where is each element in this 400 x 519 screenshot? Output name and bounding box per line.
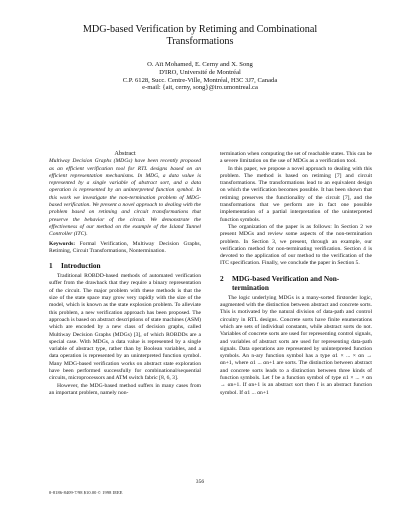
keywords (49, 241, 201, 256)
section-2-title-line-1: MDG-based Verification and Non- (232, 273, 340, 283)
intro-paragraph-4: In this paper, we propose a novel approach to dealing with this problem. The method is based on retiming [7] and circuit transformations. The transformations lead to an equivalent design on which the verification becomes possible. It has been shown that retiming preserves the functionality of the circuit [7], and the transformations that we perform are in fact one possible implementation of a partial interpretation of the uninterpreted function symbols. (220, 165, 372, 223)
affiliation-line-1: D'IRO, Université de Montréal (159, 68, 241, 76)
abstract-heading: Abstract (114, 150, 136, 157)
paper-title (40, 24, 360, 48)
keywords-label: Keywords: (49, 240, 76, 247)
abstract-body: Multiway Decision Graphs (MDGs) have been recently proposed as an efficient verification tool for RTL designs based on an efficient representation mechanisms. In MDG, a data value is represented by a single variable of abstract sort, and a data operation is represented by an uninterpreted function symbol. In this work we investigate the non-termination problem of MDG-based verification. We present a novel approach to dealing with the problem based on retiming and circuit transformations that preserve the behavior of the circuit. We demonstrate the effectiveness of our method on the example of the Island Tunnel Controller (ITC). (49, 158, 201, 238)
left-column (49, 150, 201, 397)
affiliation-line-2: C.P. 6128, Succ. Centre-Ville, Montréal, H3C 3J7, Canada (122, 76, 278, 84)
intro-paragraph-1: Traditional ROBDD-based methods of automated verification suffer from the drawback that they require a binary representation of the circuit. The major problem with these methods is that the size of the state space may grow very rapidly with the size of the model, which is known as the state explosion problem. To alleviate this problem, a new verification approach has been proposed. The approach is based on abstract descriptions of state machines (ASM) which are encoded by a new class of decision graphs, called Multiway Decision Graphs (MDGs) [3], of which ROBDDs are a special case. With MDGs, a data value is represented by a single variable of abstract type, rather than by Boolean variables, and a data operation is represented by an uninterpreted function symbol. Many MDG-based verification works on abstract state exploration have been performed successfully for combinational/sequential circuits, microprocessors and ATM switch fabric [8, 6, 3]. (49, 273, 201, 382)
section-1-number: 1 (49, 261, 53, 271)
footer-copyright: 0-8186-8409-7/98 $10.00 © 1998 IEEE (49, 490, 123, 495)
intro-paragraph-2: However, the MDG-based method suffers in many cases from an important problem, namely non- (49, 382, 201, 396)
section-2-title-line-2: termination (232, 282, 269, 292)
intro-paragraph-5: The organization of the paper is as follows: In Section 2 we present MDGs and review some aspects of the non-termination problem. In Section 3, we present, through an example, our verification method for non-terminating verification. Section 4 is devoted to the application of our method to the verification of the ITC specification. Finally, we conclude the paper in Section 5. (220, 223, 372, 267)
section-1-heading (49, 261, 201, 270)
right-column (220, 151, 372, 397)
section-1-title: Introduction (61, 261, 101, 271)
title-line-1: MDG-based Verification by Retiming and Combinational (82, 24, 318, 35)
page-number: 356 (195, 479, 205, 485)
title-line-2: Transformations (166, 36, 234, 47)
intro-paragraph-3: termination when computing the set of reachable states. This can be a severe limitation on the use of MDGs as a verification tool. (220, 151, 372, 165)
keywords-text: Formal Verification, Multiway Decision Graphs, Retiming, Circuit Transformations, Nontermination. (49, 240, 201, 254)
author-names: O. Aït Mohamed, E. Cerny and X. Song (147, 61, 253, 68)
author-email: e-mail: {ait, cerny, song}@iro.umontreal.ca (142, 84, 258, 92)
section-2-paragraph-1: The logic underlying MDGs is a many-sorted firstorder logic, augmented with the distinction between abstract and concrete sorts. This is motivated by the natural division of data-path and control circuitry in RTL designs. Concrete sorts have finite enumerations which are sets of individual constants, while abstract sorts do not. Variables of concrete sorts are used for representing control signals, and variables of abstract sorts are used for representing data-path signals. Data operations are represented by uninterpreted function symbols. An n-ary function symbol has a type α1 × ... × αn → αn+1, where α1 ... αn+1 are sorts. The distinction between abstract and concrete sorts leads to a distinction between three kinds of function symbols. Let f be a function symbol of type α1 × ... × αn → αn+1. If αn+1 is an abstract sort then f is an abstract function symbol. If α1 ... αn+1 (220, 294, 372, 396)
author-block (40, 61, 360, 92)
section-2-number: 2 (220, 273, 224, 283)
section-2-heading (220, 274, 372, 292)
